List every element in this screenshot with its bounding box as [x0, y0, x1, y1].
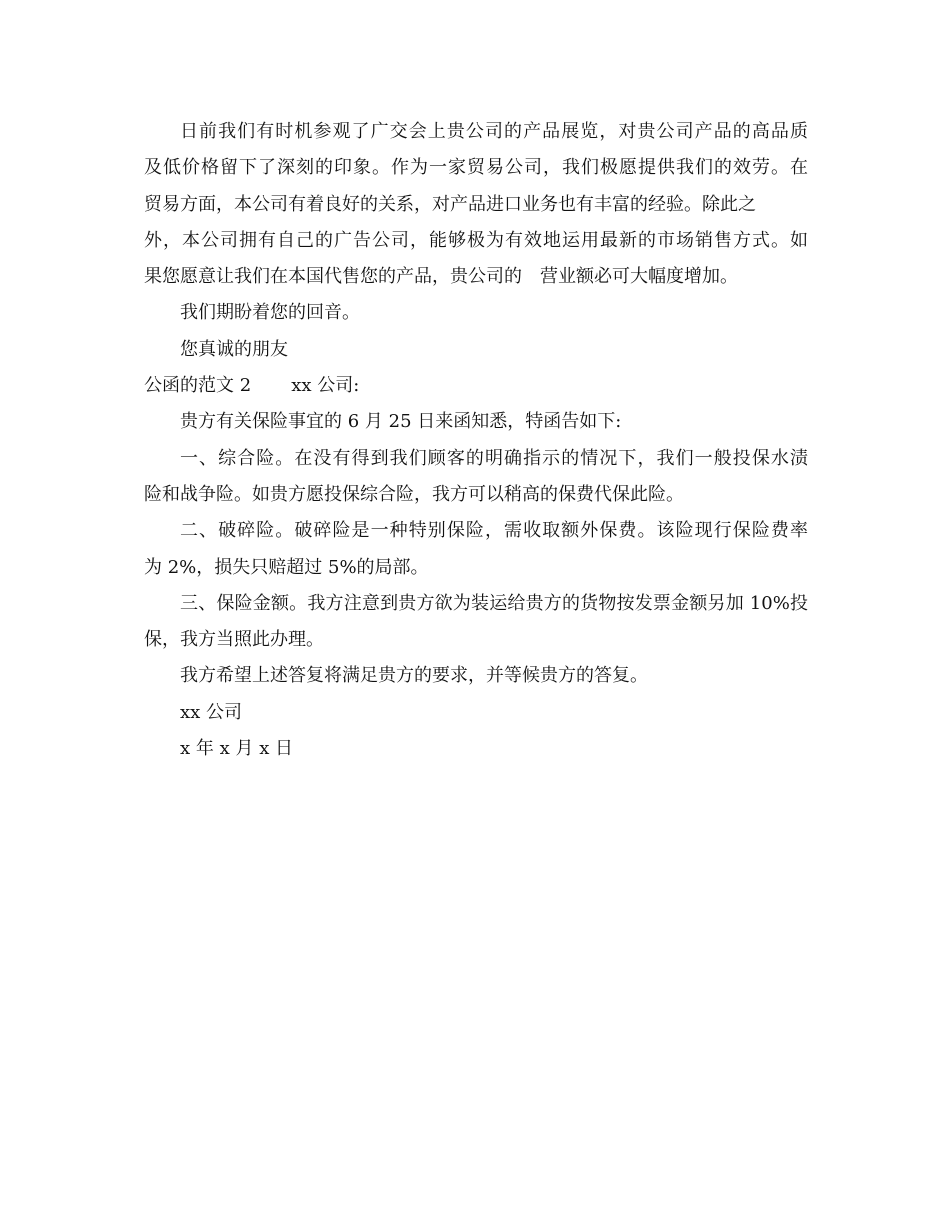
date: x 年 x 月 x 日: [180, 738, 294, 760]
paragraph-line: 保，我方当照此办理。: [144, 629, 324, 651]
letter2-heading: 公函的范文 2: [144, 375, 252, 397]
letter1-paragraph: [144, 114, 808, 295]
signature: xx 公司: [180, 701, 243, 723]
item1-paragraph: [144, 441, 808, 514]
sign-off: 您真诚的朋友: [180, 338, 288, 360]
paragraph-line: 险和战争险。如贵方愿投保综合险，我方可以稍高的保费代保此险。: [144, 483, 684, 505]
paragraph-line: 外，本公司拥有自己的广告公司，能够极为有效地运用最新的市场销售方式。如: [144, 229, 808, 251]
paragraph-line: 三、保险金额。我方注意到贵方欲为装运给贵方的货物按发票金额另加 10%投: [180, 592, 808, 614]
paragraph-line: 为 2%，损失只赔超过 5%的局部。: [144, 556, 429, 578]
closing-line: 我方希望上述答复将满足贵方的要求，并等候贵方的答复。: [180, 665, 648, 687]
paragraph-line: 及低价格留下了深刻的印象。作为一家贸易公司，我们极愿提供我们的效劳。在: [144, 157, 808, 179]
item3-paragraph: [144, 586, 808, 659]
closing-line: 我们期盼着您的回音。: [180, 302, 360, 324]
intro-line: 贵方有关保险事宜的 6 月 25 日来函知悉，特函告如下:: [180, 411, 622, 433]
addressee: xx 公司:: [291, 375, 360, 397]
paragraph-line: 日前我们有时机参观了广交会上贵公司的产品展览，对贵公司产品的高品质: [180, 121, 808, 142]
item2-paragraph: [144, 513, 808, 586]
paragraph-line: 果您愿意让我们在本国代售您的产品，贵公司的 营业额必可大幅度增加。: [144, 266, 738, 288]
paragraph-line: 一、综合险。在没有得到我们顾客的明确指示的情况下，我们一般投保水渍: [180, 447, 808, 469]
paragraph-line: 二、破碎险。破碎险是一种特别保险，需收取额外保费。该险现行保险费率: [180, 520, 808, 542]
document-body: [144, 114, 808, 767]
letter2-heading-row: [144, 368, 808, 404]
paragraph-line: 贸易方面，本公司有着良好的关系，对产品进口业务也有丰富的经验。除此之: [144, 193, 756, 215]
